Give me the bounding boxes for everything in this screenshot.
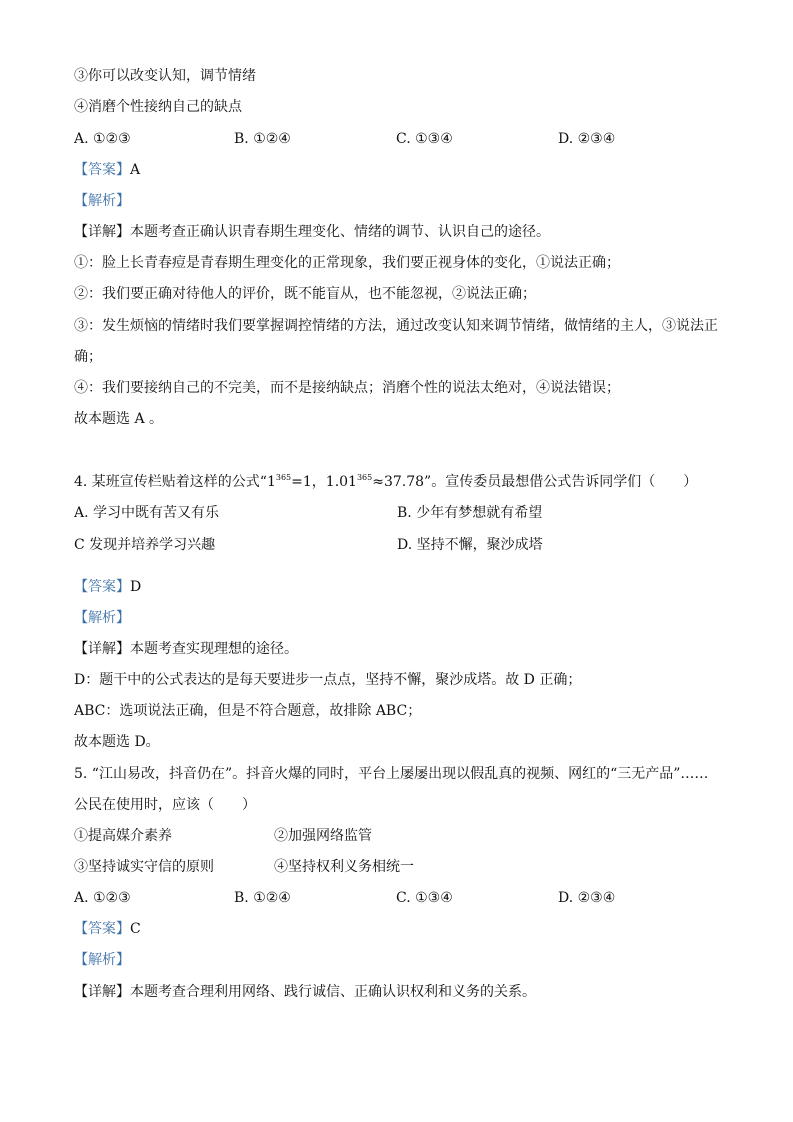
q4-conclusion: 故本题选 D。: [74, 734, 160, 750]
q4-exponent-1: 365: [275, 473, 292, 482]
q5-detail: 【详解】本题考查合理利用网络、践行诚信、正确认识权利和义务的关系。: [74, 984, 536, 1000]
q4-explain-1: D：题干中的公式表达的是每天要进步一点点，坚持不懈，聚沙成塔。故 D 正确；: [74, 672, 582, 688]
q4-detail: 【详解】本题考查实现理想的途径。: [74, 641, 298, 657]
q4-analysis-tag: 【解析】: [74, 610, 130, 626]
q3-explain-4: ④：我们要接纳自己的不完美，而不是接纳缺点；消磨个性的说法太绝对，④说法错误；: [74, 380, 620, 396]
q5-item-2: ②加强网络监管: [274, 828, 372, 844]
q4-explain-2: ABC：选项说法正确，但是不符合题意，故排除 ABC；: [74, 703, 422, 719]
q3-explain-3a: ③：发生烦恼的情绪时我们要掌握调控情绪的方法，通过改变认知来调节情绪，做情绪的主人，③说法正: [74, 318, 718, 334]
q3-item-3: ③你可以改变认知，调节情绪: [74, 68, 256, 84]
answer-tag: 【答案】: [74, 162, 130, 178]
q5-item-4: ④坚持权利义务相统一: [274, 859, 414, 875]
q4-answer: [74, 577, 141, 597]
q3-explain-3b: 确；: [74, 349, 102, 365]
q4-stem-part-b: =1，1.01: [291, 474, 357, 490]
q4-stem-part-a: 4. 某班宣传栏贴着这样的公式“1: [74, 474, 276, 490]
q3-option-d: D. ②③④: [558, 131, 616, 147]
q3-option-c: C. ①③④: [396, 131, 453, 147]
q3-option-b: B. ①②④: [234, 131, 291, 147]
q3-answer: [74, 160, 140, 180]
q3-conclusion: 故本题选 A 。: [74, 411, 164, 427]
q5-stem-1: 5. “江山易改，抖音仍在”。抖音火爆的同时，平台上屡屡出现以假乱真的视频、网红的“三无产品”……: [74, 766, 709, 782]
q5-answer: [74, 919, 141, 939]
q3-item-4: ④消磨个性接纳自己的缺点: [74, 99, 242, 115]
q3-analysis-tag: 【解析】: [74, 193, 130, 209]
q3-explain-2: ②：我们要正确对待他人的评价，既不能盲从，也不能忽视，②说法正确；: [74, 286, 536, 302]
q5-option-c: C. ①③④: [396, 890, 453, 906]
q4-option-a: A. 学习中既有苦又有乐: [74, 505, 220, 521]
q5-option-b: B. ①②④: [234, 890, 291, 906]
q4-stem: [74, 472, 697, 492]
q5-option-a: A. ①②③: [74, 890, 131, 906]
answer-value: D: [130, 579, 142, 595]
q5-item-1: ①提高媒介素养: [74, 828, 172, 844]
answer-value: C: [130, 921, 141, 937]
q3-explain-1: ①：脸上长青春痘是青春期生理变化的正常现象，我们要正视身体的变化，①说法正确；: [74, 255, 620, 271]
q3-detail: 【详解】本题考查正确认识青春期生理变化、情绪的调节、认识自己的途径。: [74, 224, 550, 240]
q4-stem-part-c: ≈37.78”。宣传委员最想借公式告诉同学们（ ）: [372, 474, 698, 490]
q5-option-d: D. ②③④: [558, 890, 616, 906]
answer-tag: 【答案】: [74, 921, 130, 937]
q4-exponent-2: 365: [356, 473, 373, 482]
q3-option-a: A. ①②③: [74, 131, 131, 147]
q4-option-b: B. 少年有梦想就有希望: [397, 505, 543, 521]
q4-option-d: D. 坚持不懈，聚沙成塔: [397, 537, 543, 553]
q4-option-c: C 发现并培养学习兴趣: [74, 537, 216, 553]
answer-tag: 【答案】: [74, 579, 130, 595]
q5-analysis-tag: 【解析】: [74, 952, 130, 968]
q5-item-3: ③坚持诚实守信的原则: [74, 859, 214, 875]
answer-value: A: [130, 162, 141, 178]
q5-stem-2: 公民在使用时，应该（ ）: [74, 797, 256, 813]
